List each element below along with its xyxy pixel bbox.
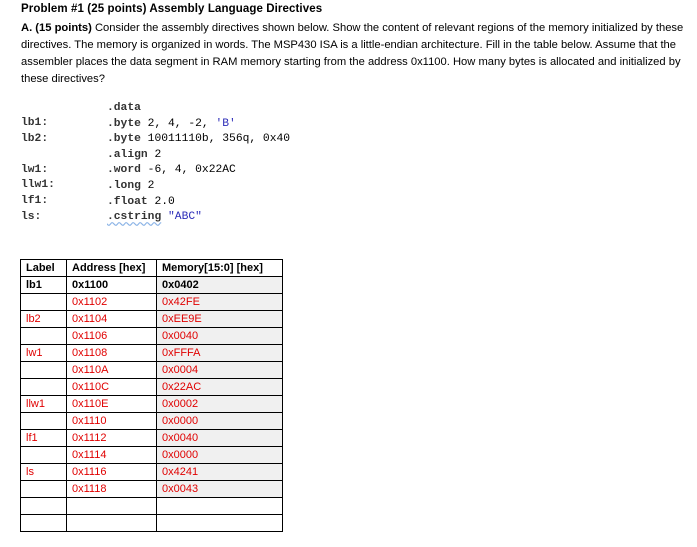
code-label: ls: [21, 210, 42, 223]
code-label: lb2: [21, 132, 49, 145]
address-cell[interactable]: 0x110E [67, 396, 157, 413]
memory-cell[interactable]: 0x0402 [157, 277, 283, 294]
memory-cell[interactable]: 0x0043 [157, 481, 283, 498]
code-label: lb1: [21, 117, 49, 129]
label-cell[interactable] [21, 413, 67, 430]
address-cell[interactable]: 0x1116 [67, 464, 157, 481]
table-row [21, 430, 283, 447]
memory-cell[interactable]: 0x0000 [157, 447, 283, 464]
memory-cell[interactable]: 0xEE9E [157, 311, 283, 328]
label-cell[interactable] [21, 515, 67, 532]
label-cell[interactable]: lf1 [21, 430, 67, 447]
memory-cell[interactable]: 0x0040 [157, 328, 283, 345]
memory-cell[interactable]: 0x0004 [157, 362, 283, 379]
address-cell[interactable]: 0x1106 [67, 328, 157, 345]
address-cell[interactable]: 0x1112 [67, 430, 157, 447]
table-row [21, 362, 283, 379]
code-label [21, 147, 55, 163]
label-cell[interactable]: llw1 [21, 396, 67, 413]
header-memory: Memory[15:0] [hex] [157, 260, 283, 277]
code-line: .float 2.0 [107, 195, 175, 208]
code-line: .data [107, 102, 141, 114]
part-text: Consider the assembly directives shown below. Show the content of relevant regions of the memory initialized by these directives. The memory is organized in words. The MSP430 ISA is a little-endian architecture. Fill in the table below. Assume that the assembler places the data segment in RAM memory starting from the address 0x1100. How many bytes is allocated and initialized by these directives? [21, 22, 684, 85]
address-cell[interactable]: 0x1118 [67, 481, 157, 498]
label-cell[interactable] [21, 481, 67, 498]
label-cell[interactable] [21, 294, 67, 311]
table-row [21, 481, 283, 498]
memory-cell[interactable] [157, 498, 283, 515]
memory-cell[interactable]: 0x0000 [157, 413, 283, 430]
table-row [21, 464, 283, 481]
address-cell[interactable] [67, 515, 157, 532]
header-label: Label [21, 260, 67, 277]
label-cell[interactable] [21, 447, 67, 464]
code-label: llw1: [21, 179, 55, 192]
table-row [21, 498, 283, 515]
label-cell[interactable]: lw1 [21, 345, 67, 362]
memory-cell[interactable]: 0x4241 [157, 464, 283, 481]
address-cell[interactable]: 0x110C [67, 379, 157, 396]
table-row [21, 396, 283, 413]
label-cell[interactable] [21, 362, 67, 379]
memory-cell[interactable]: 0x22AC [157, 379, 283, 396]
code-line: .byte 10011110b, 356q, 0x40 [107, 133, 291, 146]
code-label-column [21, 116, 55, 225]
address-cell[interactable]: 0x110A [67, 362, 157, 379]
memory-table [20, 259, 283, 532]
label-cell[interactable] [21, 498, 67, 515]
label-cell[interactable]: ls [21, 464, 67, 481]
code-line: .long 2 [107, 179, 155, 192]
memory-cell[interactable]: 0x42FE [157, 294, 283, 311]
memory-cell[interactable] [157, 515, 283, 532]
label-cell[interactable]: lb2 [21, 311, 67, 328]
table-row [21, 311, 283, 328]
table-row [21, 413, 283, 430]
table-row [21, 328, 283, 345]
table-header-row [21, 260, 283, 277]
table-row [21, 447, 283, 464]
code-directives [107, 101, 290, 226]
header-address: Address [hex] [67, 260, 157, 277]
problem-title: Problem #1 (25 points) Assembly Language Directives [21, 3, 323, 15]
label-cell[interactable] [21, 328, 67, 345]
code-line: .byte 2, 4, -2, 'B' [107, 117, 236, 130]
address-cell[interactable]: 0x1104 [67, 311, 157, 328]
address-cell[interactable]: 0x1102 [67, 294, 157, 311]
table-row [21, 379, 283, 396]
table-row [21, 345, 283, 362]
label-cell[interactable] [21, 379, 67, 396]
problem-description [21, 20, 691, 88]
address-cell[interactable]: 0x1100 [67, 277, 157, 294]
address-cell[interactable]: 0x1114 [67, 447, 157, 464]
part-label: A. (15 points) [21, 22, 92, 34]
code-line: .word -6, 4, 0x22AC [107, 164, 236, 177]
address-cell[interactable]: 0x1110 [67, 413, 157, 430]
memory-cell[interactable]: 0x0002 [157, 396, 283, 413]
memory-cell[interactable]: 0xFFFA [157, 345, 283, 362]
code-label: lf1: [21, 194, 49, 207]
address-cell[interactable]: 0x1108 [67, 345, 157, 362]
table-row [21, 515, 283, 532]
memory-cell[interactable]: 0x0040 [157, 430, 283, 447]
code-label: lw1: [21, 163, 49, 176]
address-cell[interactable] [67, 498, 157, 515]
code-line: .cstring "ABC" [107, 211, 202, 224]
table-row [21, 277, 283, 294]
code-line: .align 2 [107, 148, 162, 161]
label-cell[interactable]: lb1 [21, 277, 67, 294]
table-row [21, 294, 283, 311]
